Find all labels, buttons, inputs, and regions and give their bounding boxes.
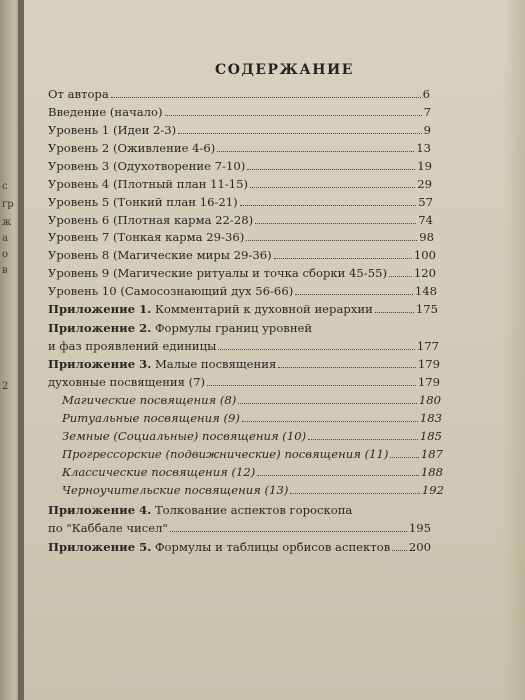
leader-dots: [246, 240, 417, 241]
toc-appendix-4-line1[interactable]: [48, 503, 352, 517]
toc-entry-title-cont: по "Каббале чисел": [48, 521, 168, 535]
toc-entry-title: Уровень 5 (Тонкий план 16-21): [48, 195, 238, 209]
toc-entry[interactable]: [48, 87, 430, 101]
toc-entry-title: Ритуальные посвящения (9): [62, 411, 240, 425]
left-edge-fragment: в: [2, 265, 8, 276]
toc-entry-title: Земные (Социальные) посвящения (10): [62, 429, 307, 443]
toc-entry-page: 6: [422, 87, 430, 101]
leader-dots: [111, 97, 421, 98]
toc-appendix-1[interactable]: [48, 302, 438, 316]
toc-entry-page: 120: [413, 266, 436, 280]
leader-dots: [242, 421, 418, 422]
leader-dots: [240, 205, 417, 206]
left-edge-fragment: о: [2, 249, 9, 260]
page-title: СОДЕРЖАНИЕ: [215, 62, 354, 78]
leader-dots: [238, 403, 417, 404]
toc-subentry[interactable]: [62, 393, 441, 407]
leader-dots: [207, 385, 416, 386]
contents-page: [24, 0, 525, 700]
toc-entry-title: Формулы и таблицы орбисов аспектов: [154, 540, 391, 554]
leader-dots: [178, 133, 421, 134]
toc-appendix-2-line2[interactable]: [48, 339, 439, 353]
toc-entry[interactable]: [48, 284, 437, 298]
toc-entry-title: Уровень 6 (Плотная карма 22-28): [48, 213, 254, 227]
toc-entry-page: 98: [419, 230, 434, 244]
toc-entry-title: Формулы границ уровней: [154, 321, 313, 335]
toc-entry-page: 9: [423, 123, 431, 137]
toc-entry-page: 180: [418, 393, 441, 407]
leader-dots: [218, 349, 415, 350]
toc-entry[interactable]: [48, 230, 434, 244]
appendix-label: Приложение 2.: [48, 321, 152, 335]
left-edge-fragment: 2: [2, 381, 9, 392]
toc-entry[interactable]: [48, 141, 431, 155]
toc-entry-page: 29: [417, 177, 432, 191]
toc-appendix-4-line2[interactable]: [48, 521, 431, 535]
leader-dots: [247, 169, 415, 170]
toc-entry-page: 7: [423, 105, 431, 119]
toc-entry[interactable]: [48, 266, 436, 280]
toc-appendix-5[interactable]: [48, 540, 431, 554]
toc-subentry[interactable]: [62, 465, 443, 479]
leader-dots: [390, 457, 418, 458]
toc-entry-title: Уровень 3 (Одухотворение 7-10): [48, 159, 246, 173]
appendix-label: Приложение 3.: [48, 357, 152, 371]
left-edge-fragment: ж: [2, 217, 12, 228]
toc-entry-title: Толкование аспектов гороскопа: [154, 503, 353, 517]
toc-entry[interactable]: [48, 213, 433, 227]
toc-entry-page: 187: [420, 447, 443, 461]
toc-subentry[interactable]: [62, 429, 442, 443]
appendix-label: Приложение 1.: [48, 302, 152, 316]
toc-entry[interactable]: [48, 123, 431, 137]
toc-entry-page: 192: [421, 483, 444, 497]
leader-dots: [278, 367, 416, 368]
toc-subentry[interactable]: [62, 411, 442, 425]
leader-dots: [217, 151, 414, 152]
leader-dots: [250, 187, 415, 188]
toc-entry-title: Уровень 10 (Самосознающий дух 56-66): [48, 284, 294, 298]
toc-entry-title: Малые посвящения: [154, 357, 277, 371]
toc-entry[interactable]: [48, 195, 433, 209]
toc-entry-page: 200: [408, 540, 431, 554]
toc-subentry[interactable]: [62, 447, 443, 461]
table-of-contents: [24, 0, 525, 700]
toc-entry-title: Уровень 8 (Магические миры 29-36): [48, 248, 272, 262]
toc-entry-title: Уровень 7 (Тонкая карма 29-36): [48, 230, 245, 244]
toc-entry-title: Введение (начало): [48, 105, 163, 119]
toc-entry-page: 179: [417, 357, 440, 371]
leader-dots: [295, 294, 413, 295]
toc-entry-page: 148: [414, 284, 437, 298]
toc-entry-page: 185: [419, 429, 442, 443]
toc-entry-page: 179: [417, 375, 440, 389]
leader-dots: [389, 276, 412, 277]
toc-entry-page: 195: [408, 521, 431, 535]
leader-dots: [274, 258, 412, 259]
leader-dots: [290, 493, 420, 494]
toc-entry-page: 100: [413, 248, 436, 262]
toc-subentry[interactable]: [48, 375, 440, 389]
left-edge-fragment: с: [2, 181, 8, 192]
toc-entry-title: От автора: [48, 87, 109, 101]
leader-dots: [257, 475, 419, 476]
toc-entry-page: 183: [419, 411, 442, 425]
toc-entry-title: Уровень 9 (Магические ритуалы и точка сборки 45-55): [48, 266, 387, 280]
toc-entry-title: Уровень 4 (Плотный план 11-15): [48, 177, 249, 191]
leader-dots: [255, 223, 416, 224]
toc-entry-title: Комментарий к духовной иерархии: [154, 302, 373, 316]
toc-entry-title: духовные посвящения (7): [48, 375, 206, 389]
toc-entry-page: 188: [420, 465, 443, 479]
toc-entry-title: Уровень 2 (Оживление 4-6): [48, 141, 216, 155]
toc-entry-page: 74: [418, 213, 433, 227]
toc-entry-page: 57: [418, 195, 433, 209]
toc-entry-title-cont: и фаз проявлений единицы: [48, 339, 217, 353]
toc-entry[interactable]: [48, 105, 431, 119]
toc-appendix-2-line1[interactable]: [48, 321, 312, 335]
toc-entry-title: Классические посвящения (12): [62, 465, 256, 479]
toc-entry-page: 177: [416, 339, 439, 353]
toc-entry-page: 19: [417, 159, 432, 173]
toc-entry-title: Магические посвящения (8): [62, 393, 237, 407]
leader-dots: [375, 312, 414, 313]
toc-entry-title: Прогрессорские (подвижнические) посвящения (11): [62, 447, 389, 461]
toc-entry-title: Уровень 1 (Идеи 2-3): [48, 123, 177, 137]
leader-dots: [170, 531, 407, 532]
toc-entry-title: Черноучительские посвящения (13): [62, 483, 289, 497]
toc-entry[interactable]: [48, 159, 432, 173]
toc-entry[interactable]: [48, 248, 436, 262]
appendix-label: Приложение 5.: [48, 540, 152, 554]
toc-entry-page: 13: [416, 141, 431, 155]
appendix-label: Приложение 4.: [48, 503, 152, 517]
toc-entry[interactable]: [48, 177, 432, 191]
leader-dots: [165, 115, 422, 116]
toc-entry-page: 175: [415, 302, 438, 316]
left-edge-fragment: а: [2, 233, 8, 244]
toc-appendix-3[interactable]: [48, 357, 440, 371]
left-edge-fragment: гр: [2, 199, 14, 210]
toc-subentry[interactable]: [62, 483, 444, 497]
leader-dots: [392, 550, 407, 551]
leader-dots: [308, 439, 418, 440]
